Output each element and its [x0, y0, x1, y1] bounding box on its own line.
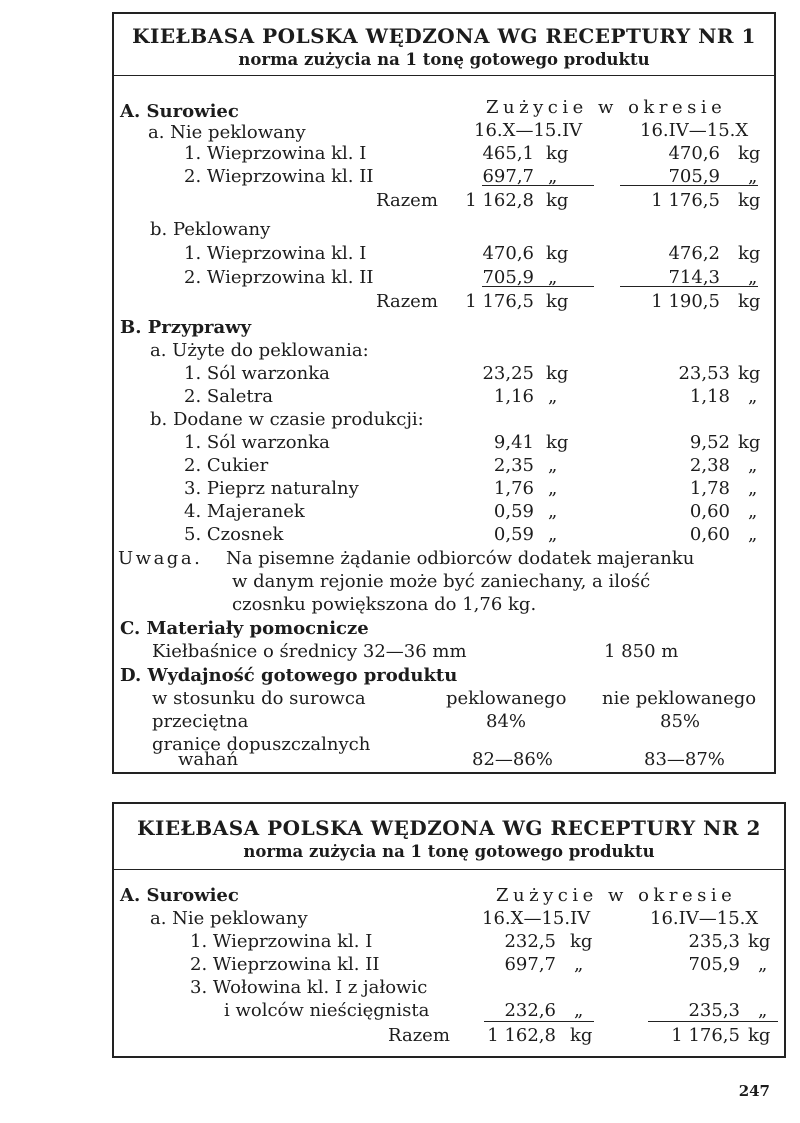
table-row	[114, 710, 774, 733]
value-period-2: 235,3	[688, 931, 740, 952]
item-name: 4. Majeranek	[184, 501, 305, 522]
total-period-2: 1 176,5	[651, 190, 720, 211]
usage-header: Zużycie w okresie	[486, 97, 727, 118]
unit-2: kg	[748, 1025, 771, 1046]
subsection-a-label: a. Nie peklowany	[150, 908, 308, 929]
item-name: 3. Wołowina kl. I z jałowic	[190, 977, 428, 998]
column-header-2: nie peklowanego	[602, 688, 757, 709]
unit-2: kg	[738, 432, 761, 453]
unit-1: „	[548, 166, 558, 187]
value-period-1: 232,6	[504, 1000, 556, 1021]
sum-rule	[482, 286, 594, 287]
value-period-1: 9,41	[493, 432, 534, 453]
sum-rule	[648, 1021, 778, 1022]
table-row	[114, 431, 774, 454]
value-period-1: 697,7	[482, 166, 534, 187]
table-row	[114, 930, 784, 953]
total-period-2: 1 176,5	[671, 1025, 740, 1046]
value-1: 84%	[486, 711, 527, 732]
total-row	[114, 189, 774, 212]
recipe-1-title: KIEŁBASA POLSKA WĘDZONA WG RECEPTURY NR 1	[132, 24, 756, 48]
item-name: 1. Sól warzonka	[184, 432, 330, 453]
unit-2: „	[748, 386, 758, 407]
value-period-1: 232,5	[504, 931, 556, 952]
item-name: 1. Sól warzonka	[184, 363, 330, 384]
recipe-1-header	[114, 14, 774, 76]
item-value: 1 850 m	[604, 641, 679, 662]
unit-1: kg	[546, 432, 569, 453]
unit-1: „	[548, 455, 558, 476]
subsection-bb-label: b. Dodane w czasie produkcji:	[150, 409, 424, 430]
recipe-1-section-d	[114, 664, 774, 687]
row-label: granice dopuszczalnych	[152, 734, 371, 755]
note-text: Na pisemne żądanie odbiorców dodatek majeranku	[226, 548, 695, 569]
item-name: 5. Czosnek	[184, 524, 284, 545]
table-row	[114, 976, 784, 999]
item-name: 2. Wieprzowina kl. II	[184, 267, 374, 288]
usage-header: Zużycie w okresie	[496, 885, 737, 906]
unit-2: kg	[738, 363, 761, 384]
unit-2: „	[758, 954, 768, 975]
row-label: przeciętna	[152, 711, 249, 732]
unit-1: kg	[570, 1025, 593, 1046]
table-row	[114, 953, 784, 976]
unit-2: „	[748, 524, 758, 545]
recipe-1-box	[112, 12, 776, 774]
period-2: 16.IV—15.X	[650, 908, 759, 929]
item-name: 2. Wieprzowina kl. II	[190, 954, 380, 975]
unit-1: „	[548, 267, 558, 288]
recipe-2-title: KIEŁBASA POLSKA WĘDZONA WG RECEPTURY NR 2	[137, 816, 761, 840]
unit-1: „	[548, 386, 558, 407]
sum-rule	[620, 185, 758, 186]
recipe-1-section-a	[114, 96, 774, 122]
item-name: 2. Wieprzowina kl. II	[184, 166, 374, 187]
recipe-2-section-a	[114, 884, 784, 907]
note-text: czosnku powiększona do 1,76 kg.	[232, 594, 537, 615]
total-label: Razem	[376, 291, 438, 312]
value-period-2: 705,9	[668, 166, 720, 187]
section-c-title: C. Materiały pomocnicze	[120, 618, 369, 639]
value-period-1: 1,16	[493, 386, 534, 407]
table-row	[114, 362, 774, 385]
value-period-1: 0,59	[493, 524, 534, 545]
note-line	[114, 547, 774, 570]
total-row	[114, 290, 774, 313]
row-label: w stosunku do surowca	[152, 688, 366, 709]
value-period-1: 465,1	[482, 143, 534, 164]
recipe-1-section-b	[114, 316, 774, 339]
unit-2: kg	[738, 291, 761, 312]
value-period-2: 1,18	[689, 386, 730, 407]
table-row	[114, 142, 774, 165]
item-name: 2. Saletra	[184, 386, 273, 407]
value-period-1: 470,6	[482, 243, 534, 264]
recipe-1-subtitle: norma zużycia na 1 tonę gotowego produktu	[238, 50, 650, 69]
item-name: 1. Wieprzowina kl. I	[184, 143, 367, 164]
note-line	[114, 593, 774, 616]
subsection-a-label: a. Nie peklowany	[148, 122, 306, 143]
total-period-1: 1 162,8	[487, 1025, 556, 1046]
value-1: 82—86%	[472, 749, 553, 770]
item-name: 1. Wieprzowina kl. I	[184, 243, 367, 264]
subsection-ba-label: a. Użyte do peklowania:	[150, 340, 369, 361]
recipe-1-section-c	[114, 617, 774, 640]
item-name: 2. Cukier	[184, 455, 269, 476]
recipe-1-subsection-ba	[114, 339, 774, 362]
period-2: 16.IV—15.X	[640, 120, 749, 141]
total-period-1: 1 176,5	[465, 291, 534, 312]
row-label: wahań	[178, 749, 239, 770]
unit-1: „	[548, 478, 558, 499]
value-period-2: 1,78	[689, 478, 730, 499]
item-name: i wolców nieścięgnista	[224, 1000, 430, 1021]
column-header-1: peklowanego	[446, 688, 567, 709]
recipe-1-subsection-b	[114, 218, 774, 241]
value-period-2: 714,3	[668, 267, 720, 288]
unit-2: kg	[738, 243, 761, 264]
section-a-title: A. Surowiec	[120, 101, 239, 122]
table-row	[114, 523, 774, 546]
item-name: 1. Wieprzowina kl. I	[190, 931, 373, 952]
unit-1: „	[574, 1000, 584, 1021]
value-period-1: 0,59	[493, 501, 534, 522]
value-period-1: 1,76	[493, 478, 534, 499]
note-label: Uwaga.	[118, 548, 203, 569]
unit-2: „	[748, 267, 758, 288]
unit-2: „	[748, 166, 758, 187]
unit-1: kg	[546, 291, 569, 312]
unit-1: „	[548, 501, 558, 522]
item-name: Kiełbaśnice o średnicy 32—36 mm	[152, 641, 467, 662]
unit-1: kg	[546, 363, 569, 384]
table-row	[114, 242, 774, 265]
unit-2: kg	[748, 931, 771, 952]
unit-2: „	[748, 478, 758, 499]
sum-rule	[620, 286, 758, 287]
total-row	[114, 1024, 784, 1047]
unit-2: kg	[738, 190, 761, 211]
unit-2: „	[758, 1000, 768, 1021]
note-text: w danym rejonie może być zaniechany, a ilość	[232, 571, 651, 592]
value-period-2: 476,2	[668, 243, 720, 264]
table-row	[114, 385, 774, 408]
recipe-1-subsection-bb	[114, 408, 774, 431]
page-number: 247	[738, 1082, 770, 1100]
unit-1: kg	[546, 143, 569, 164]
unit-2: „	[748, 501, 758, 522]
value-period-1: 2,35	[493, 455, 534, 476]
table-row	[114, 748, 774, 771]
period-1: 16.X—15.IV	[482, 908, 591, 929]
value-period-2: 235,3	[688, 1000, 740, 1021]
recipe-1-subsection-a	[114, 119, 774, 142]
unit-1: „	[574, 954, 584, 975]
value-period-2: 2,38	[689, 455, 730, 476]
value-period-2: 0,60	[689, 524, 730, 545]
unit-1: „	[548, 524, 558, 545]
sum-rule	[482, 185, 594, 186]
value-period-2: 470,6	[668, 143, 720, 164]
value-period-1: 23,25	[482, 363, 534, 384]
section-b-title: B. Przyprawy	[120, 317, 252, 338]
value-period-1: 705,9	[482, 267, 534, 288]
section-d-title: D. Wydajność gotowego produktu	[120, 665, 458, 686]
value-period-2: 0,60	[689, 501, 730, 522]
table-row	[114, 999, 784, 1022]
total-period-1: 1 162,8	[465, 190, 534, 211]
value-2: 85%	[660, 711, 701, 732]
unit-1: kg	[570, 931, 593, 952]
unit-1: kg	[546, 243, 569, 264]
table-row	[114, 500, 774, 523]
sum-rule	[484, 1021, 594, 1022]
table-row	[114, 477, 774, 500]
value-period-2: 9,52	[689, 432, 730, 453]
period-1: 16.X—15.IV	[474, 120, 583, 141]
total-period-2: 1 190,5	[651, 291, 720, 312]
value-period-2: 23,53	[678, 363, 730, 384]
table-row	[114, 640, 774, 663]
unit-2: kg	[738, 143, 761, 164]
recipe-2-subsection-a	[114, 907, 784, 930]
value-period-1: 697,7	[504, 954, 556, 975]
unit-1: kg	[546, 190, 569, 211]
item-name: 3. Pieprz naturalny	[184, 478, 359, 499]
recipe-2-box	[112, 802, 786, 1058]
unit-2: „	[748, 455, 758, 476]
recipe-2-subtitle: norma zużycia na 1 tonę gotowego produktu	[243, 842, 655, 861]
note-line	[114, 570, 774, 593]
section-a-title: A. Surowiec	[120, 885, 239, 906]
recipe-2-header	[114, 804, 784, 870]
subsection-b-label: b. Peklowany	[150, 219, 271, 240]
table-row	[114, 454, 774, 477]
total-label: Razem	[388, 1025, 450, 1046]
value-2: 83—87%	[644, 749, 725, 770]
total-label: Razem	[376, 190, 438, 211]
table-row	[114, 687, 774, 710]
value-period-2: 705,9	[688, 954, 740, 975]
